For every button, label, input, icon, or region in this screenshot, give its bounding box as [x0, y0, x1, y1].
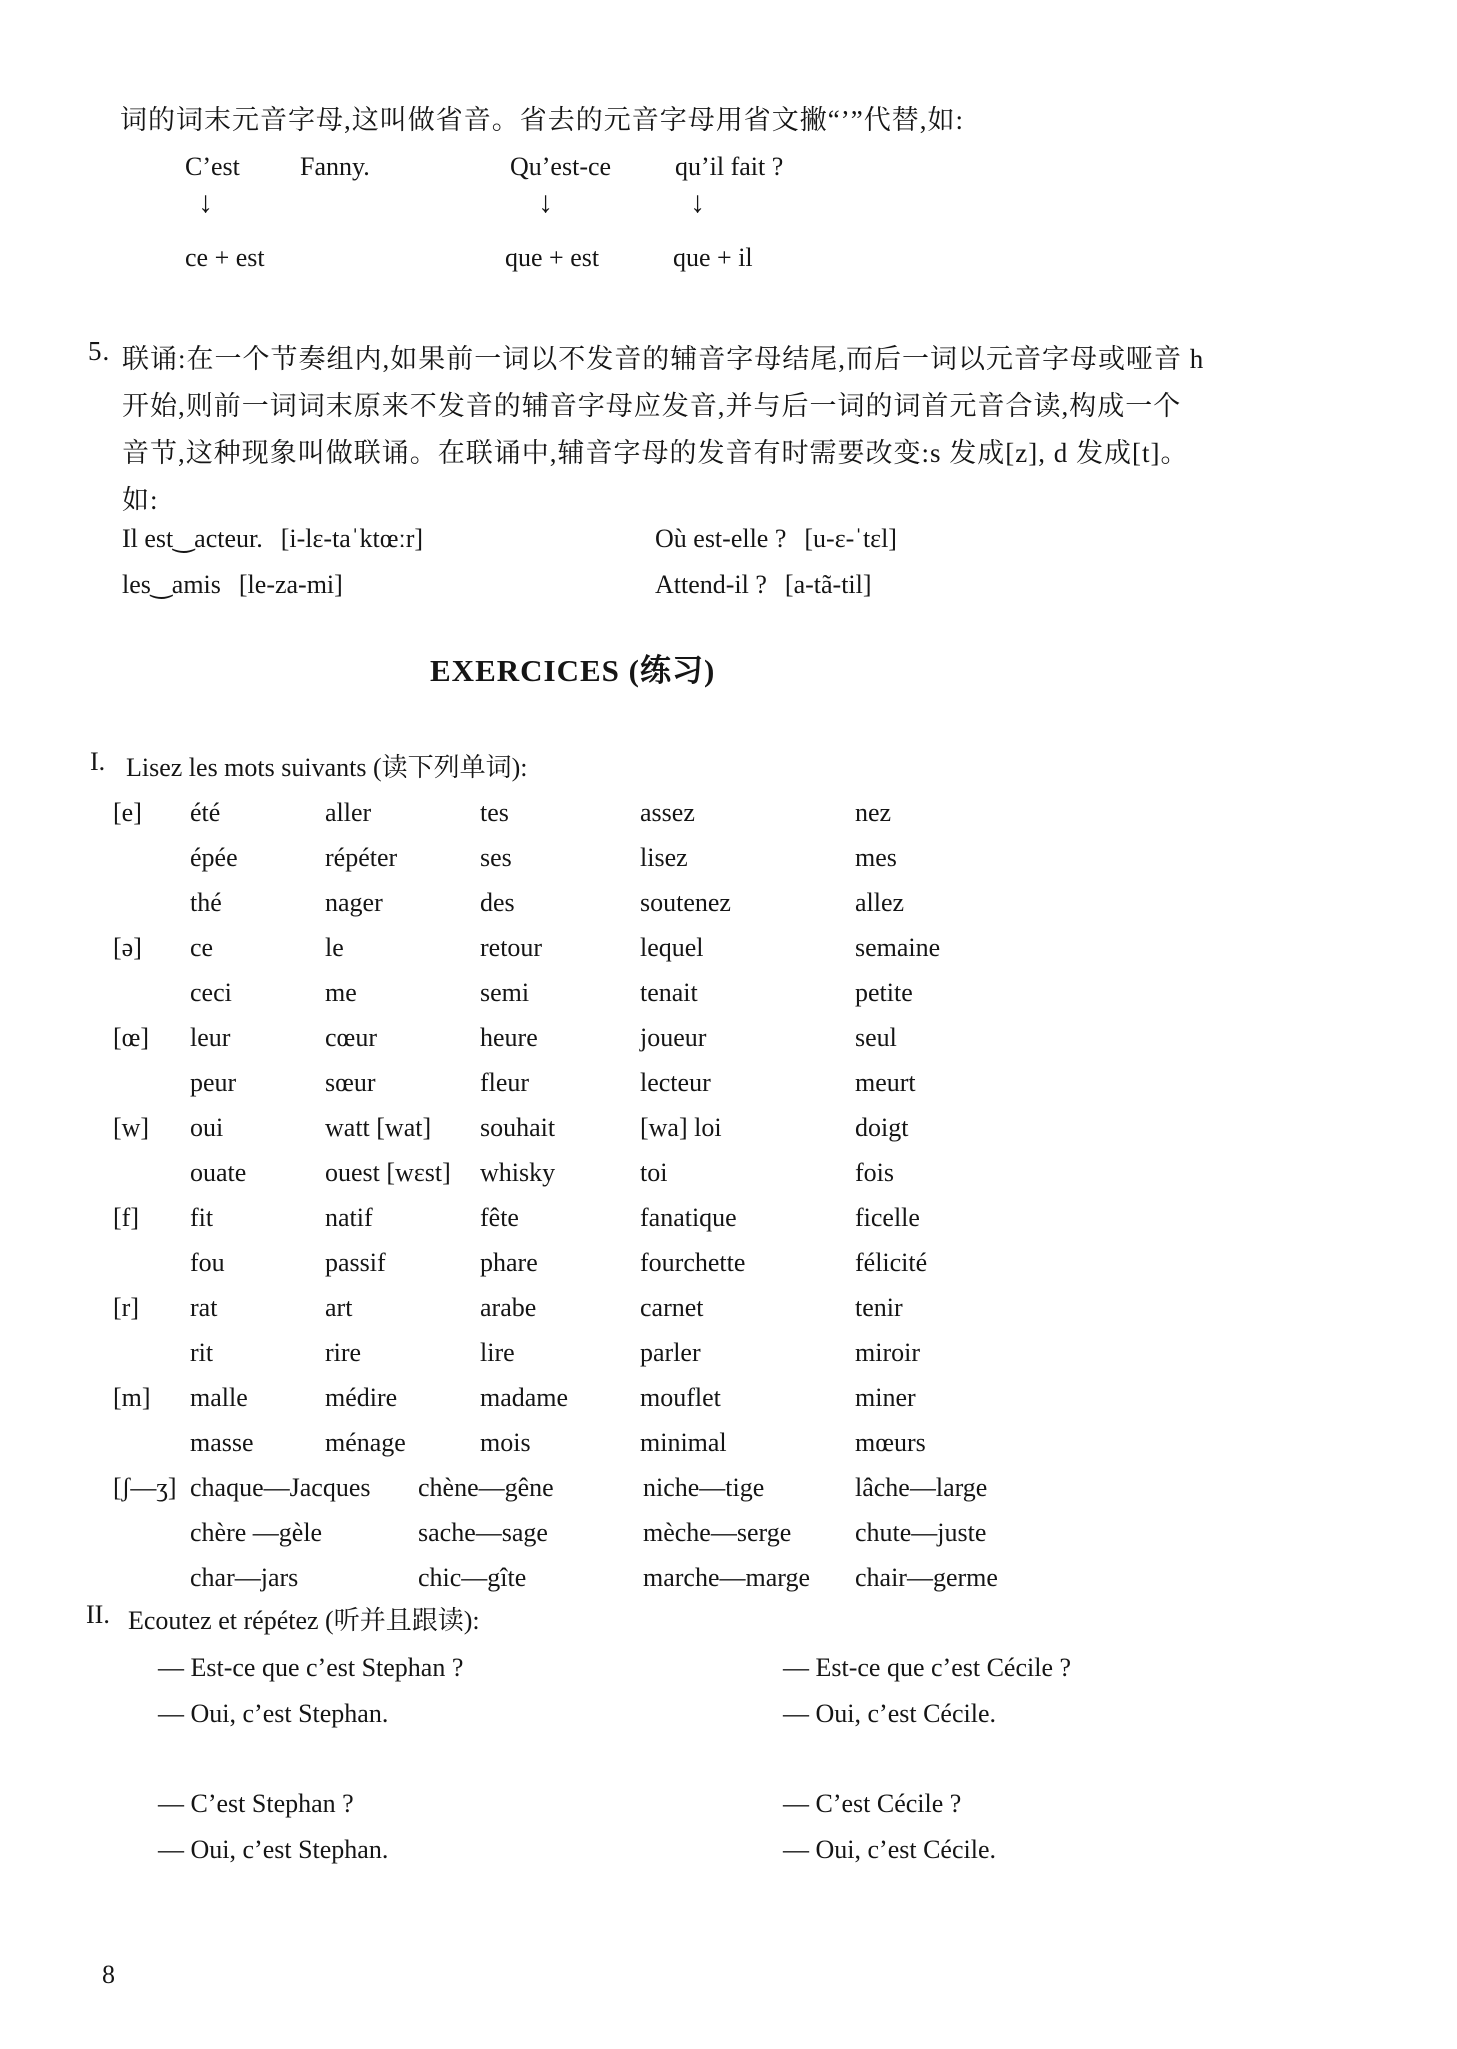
word-cell: lisez [640, 843, 688, 872]
phoneme-symbol: [r] [113, 1293, 139, 1322]
word-cell: masse [190, 1428, 254, 1457]
page-number: 8 [102, 1960, 115, 1989]
word-cell: été [190, 798, 221, 827]
dialog-line: — Est-ce que c’est Stephan ? [158, 1653, 464, 1682]
exercises-heading: EXERCICES (练习) [430, 653, 716, 688]
word-cell: meurt [855, 1068, 916, 1097]
pair-cell: sache—sage [418, 1518, 548, 1547]
dialog-column-left [158, 1645, 463, 1873]
word-cell: fois [855, 1158, 894, 1187]
word-cell: joueur [640, 1023, 707, 1052]
dialog-line: — Oui, c’est Stephan. [158, 1699, 389, 1728]
word-cell: ouest [wɛst] [325, 1158, 451, 1187]
word-cell: des [480, 888, 515, 917]
word-cell: heure [480, 1023, 538, 1052]
word-cell: oui [190, 1113, 224, 1142]
word-cell: soutenez [640, 888, 731, 917]
word-table [113, 790, 940, 1465]
phoneme-symbol [113, 1555, 190, 1600]
word-cell: doigt [855, 1113, 909, 1142]
word-cell: ouate [190, 1158, 247, 1187]
part2-instruction: Ecoutez et répétez (听并且跟读): [128, 1606, 480, 1635]
liaison-example [122, 570, 343, 600]
part2-label: II. [86, 1600, 110, 1629]
dialog-line: — Est-ce que c’est Cécile ? [783, 1653, 1072, 1682]
phoneme-symbol: [ə] [113, 933, 142, 962]
elision-example-cest: C’est [185, 152, 240, 181]
word-cell: malle [190, 1383, 248, 1412]
word-cell: ceci [190, 978, 232, 1007]
phoneme-symbol: [m] [113, 1383, 151, 1412]
elision-example-quilfait: qu’il fait ? [675, 152, 784, 181]
word-cell: fourchette [640, 1248, 746, 1277]
pair-cell: niche—tige [643, 1473, 765, 1502]
elision-result-que-est: que + est [505, 243, 600, 272]
phoneme-symbol [113, 1060, 190, 1105]
word-cell: épée [190, 843, 238, 872]
phoneme-symbol [113, 835, 190, 880]
phoneme-symbol: [œ] [113, 1023, 150, 1052]
elision-result-que-il: que + il [673, 243, 753, 272]
word-cell: souhait [480, 1113, 556, 1142]
word-cell: retour [480, 933, 543, 962]
word-cell: rire [325, 1338, 362, 1367]
phoneme-symbol [113, 1330, 190, 1375]
liaison-text: Il est‿acteur. [122, 524, 263, 553]
word-cell: semi [480, 978, 530, 1007]
word-cell: mœurs [855, 1428, 926, 1457]
intro-line: 词的词末元音字母,这叫做省音。省去的元音字母用省文撇“’”代替,如: [120, 105, 964, 135]
word-cell: me [325, 978, 357, 1007]
word-cell: félicité [855, 1248, 928, 1277]
pair-cell: chène—gêne [418, 1473, 554, 1502]
word-cell: lequel [640, 933, 704, 962]
elision-example-fanny: Fanny. [300, 152, 370, 181]
phoneme-symbol [113, 880, 190, 925]
phoneme-symbol [113, 1240, 190, 1285]
word-cell: fit [190, 1203, 214, 1232]
word-cell: [wa] loi [640, 1113, 722, 1142]
word-cell: fleur [480, 1068, 530, 1097]
pair-cell: lâche—large [855, 1473, 988, 1502]
word-cell: lecteur [640, 1068, 711, 1097]
part1-instruction: Lisez les mots suivants (读下列单词): [126, 753, 528, 782]
word-cell: sœur [325, 1068, 376, 1097]
elision-example-questce: Qu’est-ce [510, 152, 612, 181]
section5-line: 联诵:在一个节奏组内,如果前一词以不发音的辅音字母结尾,而后一词以元音字母或哑音 h [122, 344, 1205, 374]
liaison-example [655, 570, 872, 600]
pair-cell: chère —gèle [190, 1518, 323, 1547]
part1-label: I. [90, 747, 106, 776]
phoneme-symbol [113, 970, 190, 1015]
pair-cell: char—jars [190, 1563, 299, 1592]
word-cell: madame [480, 1383, 569, 1412]
section5-line: 如: [122, 485, 159, 515]
liaison-ipa: [u-ɛ-ˈtɛl] [804, 524, 897, 553]
word-cell: petite [855, 978, 913, 1007]
phoneme-symbol [113, 1420, 190, 1465]
word-cell: mois [480, 1428, 531, 1457]
word-cell: arabe [480, 1293, 537, 1322]
dialog-line: — Oui, c’est Cécile. [783, 1699, 996, 1728]
word-cell: seul [855, 1023, 897, 1052]
elision-result-ce-est: ce + est [185, 243, 265, 272]
word-cell: toi [640, 1158, 668, 1187]
word-cell: cœur [325, 1023, 377, 1052]
word-cell: fou [190, 1248, 225, 1277]
liaison-text: Attend-il ? [655, 570, 767, 599]
word-cell: ses [480, 843, 512, 872]
word-cell: art [325, 1293, 353, 1322]
word-cell: lire [480, 1338, 515, 1367]
section5-number: 5. [88, 336, 111, 366]
word-cell: aller [325, 798, 372, 827]
word-cell: répéter [325, 843, 398, 872]
word-cell: minimal [640, 1428, 727, 1457]
pair-cell: marche—marge [643, 1563, 810, 1592]
word-cell: ce [190, 933, 214, 962]
word-cell: fanatique [640, 1203, 737, 1232]
liaison-ipa: [i-lɛ-taˈktœːr] [280, 524, 424, 553]
liaison-example [122, 524, 423, 554]
word-cell: ménage [325, 1428, 406, 1457]
word-cell: watt [wat] [325, 1113, 432, 1142]
word-cell: assez [640, 798, 695, 827]
word-cell: ficelle [855, 1203, 920, 1232]
word-cell: phare [480, 1248, 538, 1277]
down-arrow-icon: ↓ [690, 186, 705, 219]
pair-cell: mèche—serge [643, 1518, 792, 1547]
word-cell: allez [855, 888, 905, 917]
pair-cell: chaque—Jacques [190, 1473, 371, 1502]
phoneme-symbol [113, 1150, 190, 1195]
down-arrow-icon: ↓ [538, 186, 553, 219]
word-cell: médire [325, 1383, 398, 1412]
word-cell: passif [325, 1248, 386, 1277]
dialog-line: — C’est Cécile ? [783, 1789, 962, 1818]
word-cell: leur [190, 1023, 231, 1052]
word-cell: thé [190, 888, 222, 917]
pair-cell: chic—gîte [418, 1563, 527, 1592]
word-cell: mouflet [640, 1383, 721, 1412]
dialog-line: — C’est Stephan ? [158, 1789, 354, 1818]
word-cell: parler [640, 1338, 701, 1367]
phoneme-symbol [113, 1510, 190, 1555]
word-cell: mes [855, 843, 897, 872]
dialog-line: — Oui, c’est Cécile. [783, 1835, 996, 1864]
word-cell: le [325, 933, 344, 962]
word-cell: whisky [480, 1158, 556, 1187]
word-cell: carnet [640, 1293, 704, 1322]
word-cell: semaine [855, 933, 941, 962]
word-cell: fête [480, 1203, 519, 1232]
liaison-text: les‿amis [122, 570, 221, 599]
pair-table [113, 1465, 998, 1600]
liaison-text: Où est-elle ? [655, 524, 787, 553]
word-cell: rat [190, 1293, 218, 1322]
word-cell: nager [325, 888, 383, 917]
phoneme-symbol: [e] [113, 798, 142, 827]
dialog-line: — Oui, c’est Stephan. [158, 1835, 389, 1864]
section5-line: 音节,这种现象叫做联诵。在联诵中,辅音字母的发音有时需要改变:s 发成[z], d 发成[t]。 [122, 438, 1189, 468]
phoneme-symbol: [ʃ—ʒ] [113, 1473, 177, 1502]
word-cell: natif [325, 1203, 373, 1232]
dialog-column-right [783, 1645, 1071, 1873]
word-cell: rit [190, 1338, 214, 1367]
liaison-ipa: [a-tã-til] [784, 570, 872, 599]
word-cell: miroir [855, 1338, 920, 1367]
word-cell: nez [855, 798, 892, 827]
phoneme-symbol: [f] [113, 1203, 139, 1232]
section5-line: 开始,则前一词词末原来不发音的辅音字母应发音,并与后一词的词首元音合读,构成一个 [122, 391, 1182, 421]
pair-cell: chair—germe [855, 1563, 998, 1592]
phoneme-symbol: [w] [113, 1113, 150, 1142]
liaison-example [655, 524, 897, 554]
section5-lines [122, 336, 1204, 524]
pair-cell: chute—juste [855, 1518, 987, 1547]
word-cell: miner [855, 1383, 916, 1412]
word-cell: tenir [855, 1293, 903, 1322]
word-cell: peur [190, 1068, 237, 1097]
down-arrow-icon: ↓ [198, 186, 213, 219]
word-cell: tes [480, 798, 509, 827]
word-cell: tenait [640, 978, 698, 1007]
liaison-ipa: [le-za-mi] [238, 570, 343, 599]
